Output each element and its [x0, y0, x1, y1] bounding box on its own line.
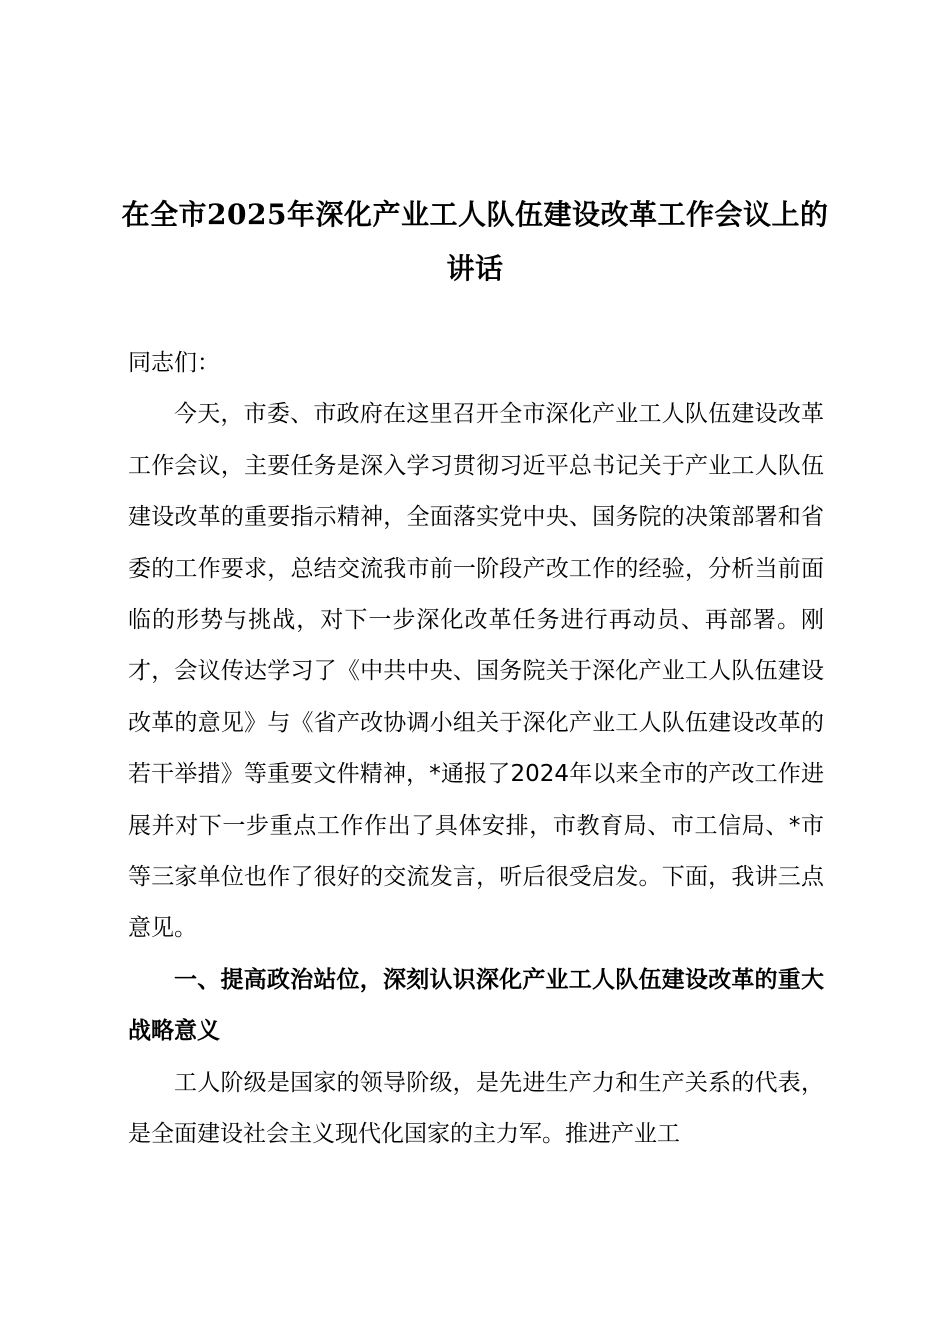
salutation: 同志们：	[128, 350, 220, 376]
intro-paragraph: 今天，市委、市政府在这里召开全市深化产业工人队伍建设改革工作会议，主要任务是深入学习贯彻习近平总书记关于产业工人队伍建设改革的重要指示精神，全面落实党中央、国务院的决策部署和省委的工作要求，总结交流我市前一阶段产改工作的经验，分析当前面临的形势与挑战，对下一步深化改革任务进行再动员、再部署。刚才，会议传达学习了《中共中央、国务院关于深化产业工人队伍建设改革的意见》与《省产改协调小组关于深化产业工人队伍建设改革的若干举措》等重要文件精神，*通报了2024年以来全市的产改工作进展并对下一步重点工作作出了具体安排，市教育局、市工信局、*市等三家单位也作了很好的交流发言，听后很受启发。下面，我讲三点意见。	[128, 401, 824, 942]
document-body	[128, 338, 824, 1161]
section-heading: 一、提高政治站位，深刻认识深化产业工人队伍建设改革的重大战略意义	[128, 966, 824, 1045]
document-title: 在全市2025年深化产业工人队伍建设改革工作会议上的讲话	[121, 198, 829, 285]
section-paragraph: 工人阶级是国家的领导阶级，是先进生产力和生产关系的代表，是全面建设社会主义现代化国家的主力军。推进产业工	[128, 1069, 824, 1148]
